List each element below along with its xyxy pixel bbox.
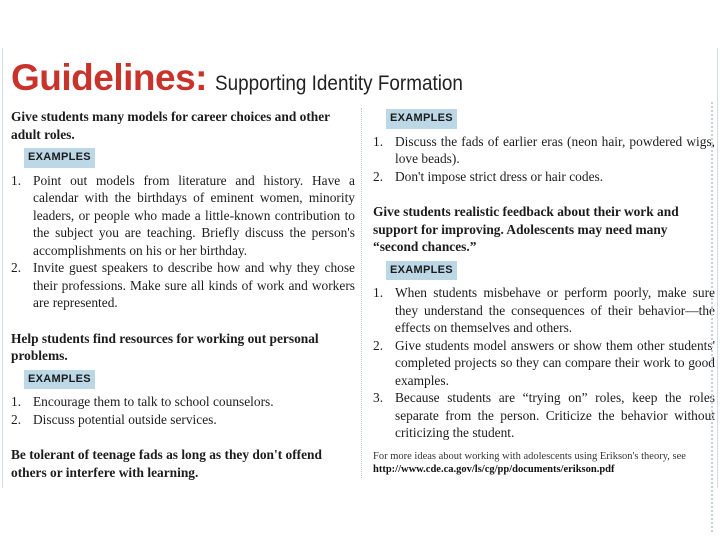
page-edge-rule (709, 102, 713, 532)
guideline-heading: Be tolerant of teenage fads as long as they don't offend others or interfere with learning. (11, 447, 322, 480)
list-number: 3. (373, 390, 384, 405)
list-number: 2. (373, 337, 384, 353)
document-page (2, 48, 718, 488)
guideline-heading: Give students many models for career choices and other adult roles. (11, 109, 330, 142)
footer-note (373, 450, 715, 476)
list-item (11, 259, 355, 312)
list-number: 1. (373, 285, 384, 300)
list-item-text: When students misbehave or perform poorly, make sure they understand the consequences of their behavior—the effects on themselves and others. (395, 285, 715, 335)
list-item-text: Discuss the fads of earlier eras (neon hair, powdered wigs, love beads). (395, 133, 715, 166)
list-item-text: Don't impose strict dress or hair codes. (395, 168, 604, 184)
list-item-text: Invite guest speakers to describe how and why they chose their professions. Make sure all kinds of work and workers are represented. (33, 260, 355, 310)
list-number: 2. (11, 411, 22, 427)
list-number: 1. (11, 394, 22, 409)
list-item (11, 411, 355, 429)
list-number: 1. (11, 172, 22, 188)
right-column (373, 108, 715, 476)
title-subtitle: Supporting Identity Formation (214, 72, 463, 95)
list-item-text: Give students model answers or show them other students' completed projects so they can compare their work to good examples. (395, 337, 715, 388)
examples-list (11, 172, 355, 312)
list-item (373, 168, 715, 186)
footer-link[interactable]: http://www.cde.ca.gov/ls/cg/pp/documents/erikson.pdf (373, 463, 615, 475)
list-item-text: Because students are “trying on” roles, keep the roles separate from the person. Criticize the behavior without criticizing the student. (395, 390, 715, 440)
list-item (373, 133, 715, 168)
list-item (373, 389, 715, 442)
list-item-text: Point out models from literature and history. Have a calendar with the birthdays of eminent women, minority leaders, or people who made a little-known contribution to the subject you are teaching. Briefly discuss the person's accomplishments on his or her birthday. (33, 172, 355, 258)
list-item (373, 337, 715, 390)
left-column (11, 108, 355, 481)
title-main: Guidelines: (11, 57, 207, 98)
examples-list (373, 133, 715, 186)
list-number: 1. (373, 133, 384, 149)
examples-list (373, 284, 715, 442)
examples-badge: EXAMPLES (386, 109, 457, 129)
list-item (11, 393, 355, 411)
page-title (11, 58, 490, 98)
footer-text: For more ideas about working with adolescents using Erikson's theory, see (373, 450, 686, 462)
column-divider (361, 108, 363, 478)
list-item (373, 284, 715, 337)
examples-badge: EXAMPLES (386, 261, 457, 281)
list-number: 2. (11, 260, 22, 275)
list-number: 2. (373, 168, 384, 184)
examples-badge: EXAMPLES (24, 370, 95, 390)
guideline-heading: Give students realistic feedback about their work and support for improving. Adolescents may need many “second chances.” (373, 204, 679, 254)
examples-list (11, 393, 355, 428)
list-item-text: Encourage them to talk to school counselors. (33, 394, 274, 409)
guideline-heading: Help students find resources for working out personal problems. (11, 330, 319, 363)
examples-badge: EXAMPLES (24, 148, 95, 168)
list-item (11, 172, 355, 260)
list-item-text: Discuss potential outside services. (33, 411, 217, 427)
